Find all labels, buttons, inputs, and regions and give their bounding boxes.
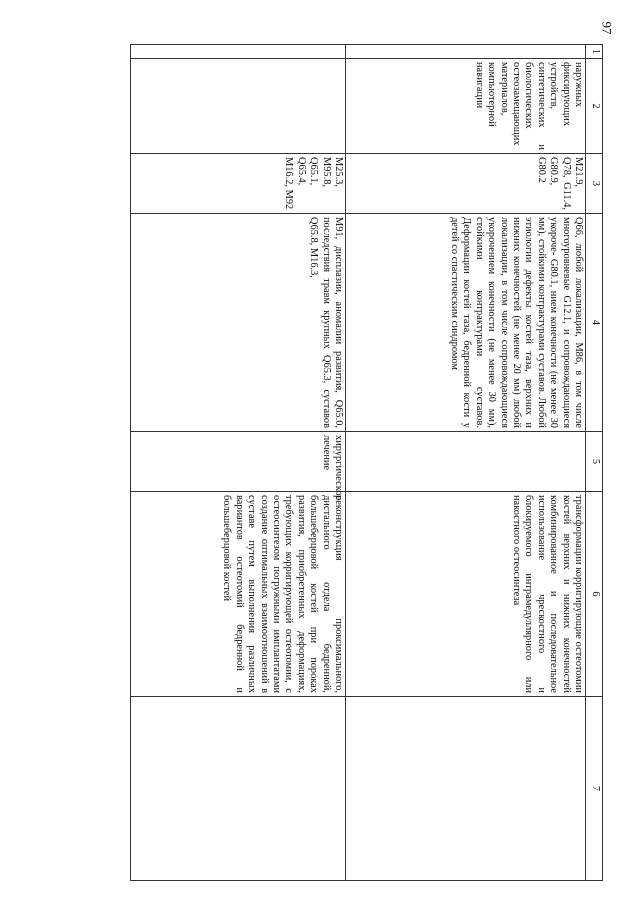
- cell-col3: M25.3, M95.8, Q65.1, Q65.4, M16.2, M92: [131, 154, 346, 214]
- header-cell-7: 7: [586, 697, 603, 881]
- header-cell-2: 2: [586, 59, 603, 154]
- cell-col7: [131, 697, 346, 881]
- rotated-table-wrapper: [111, 44, 603, 880]
- table-row: [131, 45, 346, 881]
- cell-col5: хирургическое лечение: [131, 432, 346, 492]
- cell-col2: [131, 59, 346, 154]
- header-cell-6: 6: [586, 492, 603, 697]
- header-cell-3: 3: [586, 154, 603, 214]
- cell-col6: трансформации корригирующие остеотомии костей верхних и нижних конечностей комбинированное и последовательное использование чрескостного и блокируемого интрамедуллярного или накостного остеосинтеза: [346, 492, 586, 697]
- header-cell-5: 5: [586, 432, 603, 492]
- cell-col1: [131, 45, 346, 59]
- cell-col4: Q66, любой локализации, M86, в том числе многоуровневые G12.1, и сопровождающиеся укороче- G80.1, нием конечности (не менее 30 мм), стойкими контрактурами суставов. Любой этиологии дефекты костей таза, верхних и нижних конечностей (не менее 20 мм) любой локализации, в том числе сопровождающиеся укорочением конечности (не менее 30 мм), стойкими контрактурами суставов. Деформации костей таза, бедренной кости у детей со спастическим синдромом: [346, 214, 586, 432]
- cell-col1: [346, 45, 586, 59]
- header-cell-1: 1: [586, 45, 603, 59]
- page-number: 97: [599, 21, 615, 35]
- header-row: [586, 45, 603, 881]
- table-row: [346, 45, 586, 881]
- header-cell-4: 4: [586, 214, 603, 432]
- procedures-table: [130, 44, 603, 881]
- cell-col7: [346, 697, 586, 881]
- cell-col3: M21.9, Q78, G11.4, G80.9, G80.2: [346, 154, 586, 214]
- cell-col5: [346, 432, 586, 492]
- cell-col2: наружных фиксирующих устройств, синтетических и биологических остеозамещающих материалов, компьютерной навигации: [346, 59, 586, 154]
- cell-col4: M91, дисплазии, аномалии развития, Q65.0, последствия травм крупных Q65.3, суставов Q65.8, M16.3,: [131, 214, 346, 432]
- cell-col6: реконструкция проксимального, дистального отдела бедренной, большеберцовой костей при пороках развития, приобретенных деформациях, требующих корригирующей остеотомии, с остеосинтезом погружными имплантатами создание оптимальных взаимоотношений в суставе путем выполнения различных вариантов остеотомий бедренной и большеберцовой костей: [131, 492, 346, 697]
